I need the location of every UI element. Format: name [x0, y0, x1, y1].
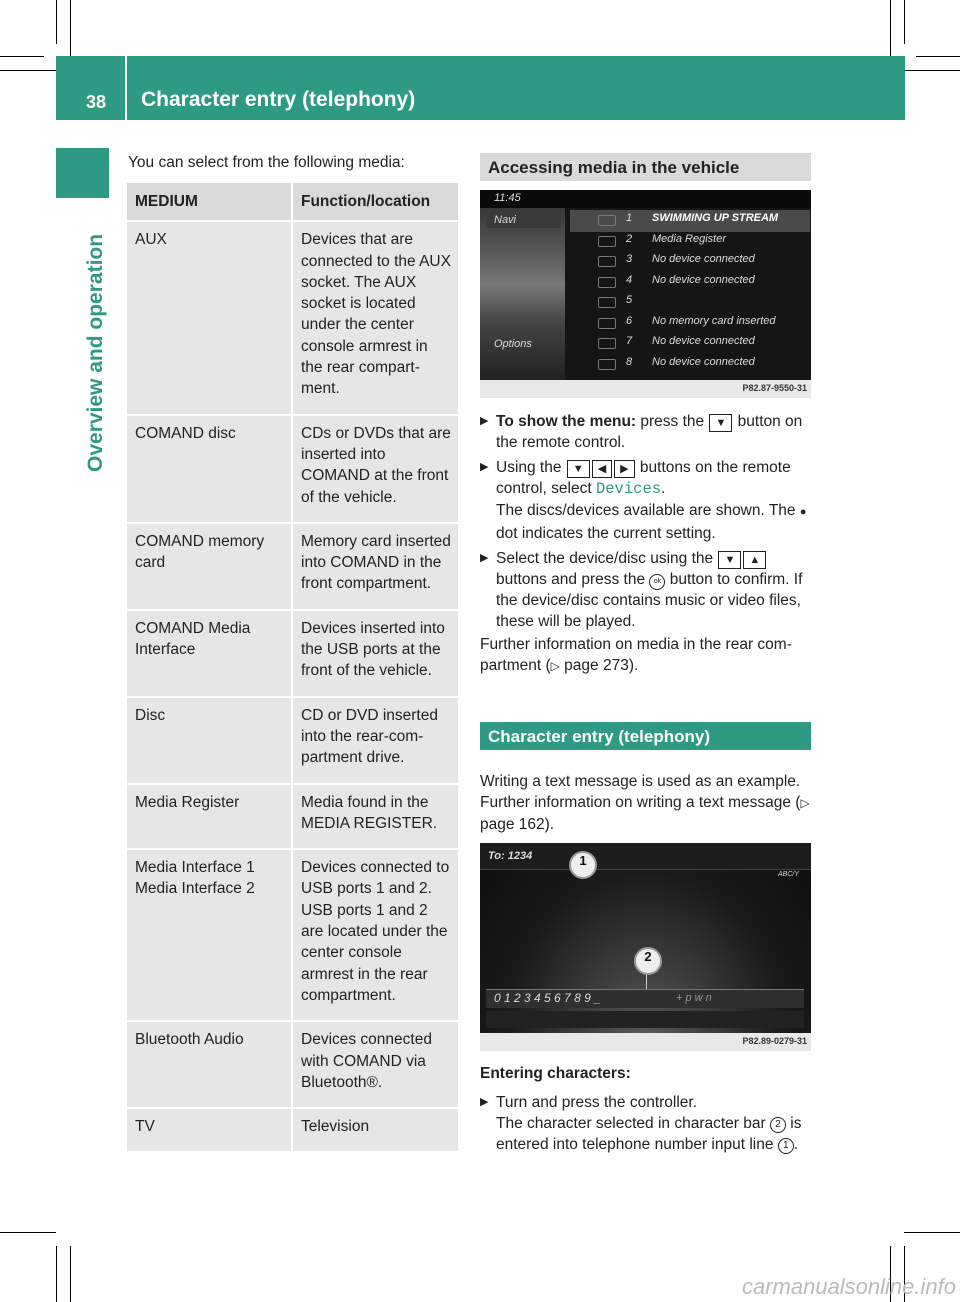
- screen-item-label: SWIMMING UP STREAM: [652, 212, 779, 224]
- table-row: [127, 696, 458, 783]
- up-key-icon: ▲: [743, 551, 766, 569]
- header-divider: [125, 56, 127, 120]
- section-heading-media: [480, 153, 811, 181]
- media-screen-figure: [480, 190, 811, 398]
- cell-medium: COMAND disc: [127, 414, 291, 522]
- figure-caption-bar: [480, 1033, 811, 1051]
- phone-input-line: To: 1234: [488, 850, 533, 862]
- table-row: [127, 609, 458, 696]
- cell-function: CD or DVD inserted into the rear-compartment drive.: [291, 696, 458, 783]
- ok-button-icon: ok: [649, 574, 665, 590]
- device-icon: [598, 215, 616, 226]
- crop-mark: [0, 1232, 56, 1233]
- cell-function: Media found in the MEDIA REGISTER.: [291, 783, 458, 849]
- col-header-function: Function/location: [291, 183, 458, 220]
- step-text: Select the device/disc using the: [496, 550, 718, 567]
- device-icon: [598, 297, 616, 308]
- cell-medium: Disc: [127, 696, 291, 783]
- step-text: Turn and press the controller.: [496, 1094, 698, 1111]
- crop-mark: [70, 0, 71, 56]
- screen-item-number: 8: [626, 355, 633, 368]
- watermark: carmanualsonline.info: [741, 1274, 956, 1299]
- cell-function: Devices connected to USB ports 1 and 2. USB ports 1 and 2 are located under the center console armrest in the rear compartment.: [291, 848, 458, 1020]
- down-key-icon: ▼: [709, 414, 732, 432]
- crop-mark: [904, 70, 960, 71]
- step-text: is entered into telephone number input line: [496, 1115, 802, 1153]
- crop-mark: [56, 0, 57, 44]
- device-icon: [598, 318, 616, 329]
- crop-mark: [0, 70, 56, 71]
- cell-medium: TV: [127, 1107, 291, 1151]
- intro-text: You can select from the following media:: [128, 154, 405, 171]
- step-text: button to confirm. If the device/disc contains music or video files, these will be played.: [496, 571, 803, 630]
- figure-caption-bar: [480, 380, 811, 398]
- down-key-icon: ▼: [718, 551, 741, 569]
- screen-item-number: 3: [626, 253, 633, 265]
- cell-medium: Media Register: [127, 783, 291, 849]
- step-show-menu: [480, 411, 812, 453]
- screen-item-number: 4: [626, 273, 633, 286]
- further-text: page 273).: [559, 657, 639, 674]
- section-heading-character-entry: [480, 722, 811, 750]
- screen-item-label: No device connected: [652, 335, 755, 347]
- screen-time: 11:45: [494, 192, 521, 204]
- step-text: .: [793, 1136, 799, 1153]
- device-icon: [598, 236, 616, 247]
- step-text: .: [661, 480, 666, 497]
- cell-medium: AUX: [127, 220, 291, 413]
- section2-intro: [480, 771, 812, 835]
- input-mode-hint: ABC/Y: [778, 871, 800, 878]
- col-header-medium: MEDIUM: [127, 183, 291, 220]
- step-select-device: [480, 548, 812, 632]
- cell-medium: COMAND Media Interface: [127, 609, 291, 696]
- cell-function: Television: [291, 1107, 458, 1151]
- table-row: [127, 1020, 458, 1107]
- entering-title: Entering characters:: [480, 1065, 631, 1082]
- device-icon: [598, 256, 616, 267]
- cell-function: Devices connected with COMAND via Bluetooth®.: [291, 1020, 458, 1107]
- telephony-screen-figure: [480, 843, 811, 1051]
- figure-code: P82.87-9550-31: [742, 383, 807, 393]
- screen-item-label: No memory card inserted: [652, 314, 776, 327]
- callout-ref-1: 1: [778, 1138, 794, 1154]
- table-row: [127, 220, 458, 413]
- character-bar: 0 1 2 3 4 5 6 7 8 9 _: [494, 991, 601, 1005]
- entering-characters: [480, 1063, 812, 1155]
- page-title: Character entry (telephony): [141, 88, 416, 111]
- step-select-devices: [480, 457, 812, 544]
- step-text: The character selected in character bar: [496, 1115, 770, 1132]
- cell-medium: COMAND memory card: [127, 522, 291, 609]
- right-key-icon: ▶: [614, 460, 634, 478]
- callout-1: 1: [579, 853, 587, 868]
- further-info: [480, 634, 812, 677]
- screen-item-number: 5: [626, 294, 633, 306]
- cell-medium: Media Interface 1 Media Interface 2: [127, 848, 291, 1020]
- screen-menu-options: Options: [494, 338, 532, 350]
- screen-menu-navi: Navi: [494, 214, 517, 226]
- page-number: 38: [86, 92, 107, 112]
- side-tab-block: [56, 148, 109, 198]
- callout-ref-2: 2: [770, 1117, 786, 1133]
- side-tab-label: Overview and operation: [84, 233, 107, 472]
- crop-mark: [56, 1246, 57, 1302]
- device-icon: [598, 359, 616, 370]
- step-bold: To show the menu:: [496, 413, 637, 430]
- further-text: Further information on media in the rear compartment (: [480, 636, 792, 674]
- device-icon: [598, 277, 616, 288]
- screen-item-label: Media Register: [652, 232, 726, 245]
- table-row: [127, 848, 458, 1020]
- screen-item-label: No device connected: [652, 355, 755, 368]
- table-header-row: [127, 183, 458, 220]
- crop-mark: [70, 1246, 71, 1302]
- screen-item-number: 2: [626, 232, 633, 245]
- character-bar-extras: + p w n: [676, 992, 712, 1004]
- callout-2: 2: [644, 949, 652, 964]
- crop-mark: [916, 56, 960, 57]
- section-title: Character entry (telephony): [488, 727, 710, 746]
- left-key-icon: ◀: [592, 460, 612, 478]
- screen-item-label: No device connected: [652, 253, 755, 265]
- crop-mark: [890, 0, 891, 56]
- page-ref-arrow-icon: ▷: [550, 659, 560, 673]
- table-row: [127, 783, 458, 849]
- step-text: buttons on the remote control, select: [496, 459, 791, 497]
- down-key-icon: ▼: [567, 460, 590, 478]
- section-title: Accessing media in the vehicle: [488, 158, 740, 177]
- media-table: [127, 183, 458, 1151]
- crop-mark: [904, 0, 905, 44]
- device-icon: [598, 338, 616, 349]
- page-ref-arrow-icon: ▷: [800, 796, 810, 810]
- para-text: page 162).: [480, 816, 555, 833]
- screen-item-number: 6: [626, 314, 633, 327]
- cell-medium: Bluetooth Audio: [127, 1020, 291, 1107]
- step-text: press the: [636, 413, 709, 430]
- step-note: The discs/devices available are shown. The: [496, 502, 800, 519]
- table-row: [127, 414, 458, 522]
- step-text: buttons and press the: [496, 571, 650, 588]
- screen-item-number: 7: [626, 335, 633, 347]
- crop-mark: [0, 56, 44, 57]
- step-list-media: [480, 411, 812, 677]
- figure-code: P82.89-0279-31: [742, 1036, 807, 1046]
- cell-function: Devices that are connected to the AUX socket. The AUX socket is located under the center console armrest in the rear compartment.: [291, 220, 458, 413]
- step-text: button on the remote control.: [496, 413, 803, 451]
- dot-icon: ●: [799, 506, 807, 518]
- screen-item-label: No device connected: [652, 273, 755, 286]
- table-row: [127, 522, 458, 609]
- para-text: Writing a text message is used as an example. Further information on writing a text message (: [480, 773, 801, 811]
- step-turn-controller: [480, 1092, 812, 1155]
- table-row: [127, 1107, 458, 1151]
- devices-menu-item: Devices: [595, 480, 662, 498]
- cell-function: Devices inserted into the USB ports at the front of the vehicle.: [291, 609, 458, 696]
- step-text: Using the: [496, 459, 566, 476]
- cell-function: CDs or DVDs that are inserted into COMAND at the front of the vehicle.: [291, 414, 458, 522]
- crop-mark: [904, 1232, 960, 1233]
- screen-item-number: 1: [626, 212, 633, 224]
- step-note: dot indicates the current setting.: [496, 525, 716, 542]
- cell-function: Memory card inserted into COMAND in the front compartment.: [291, 522, 458, 609]
